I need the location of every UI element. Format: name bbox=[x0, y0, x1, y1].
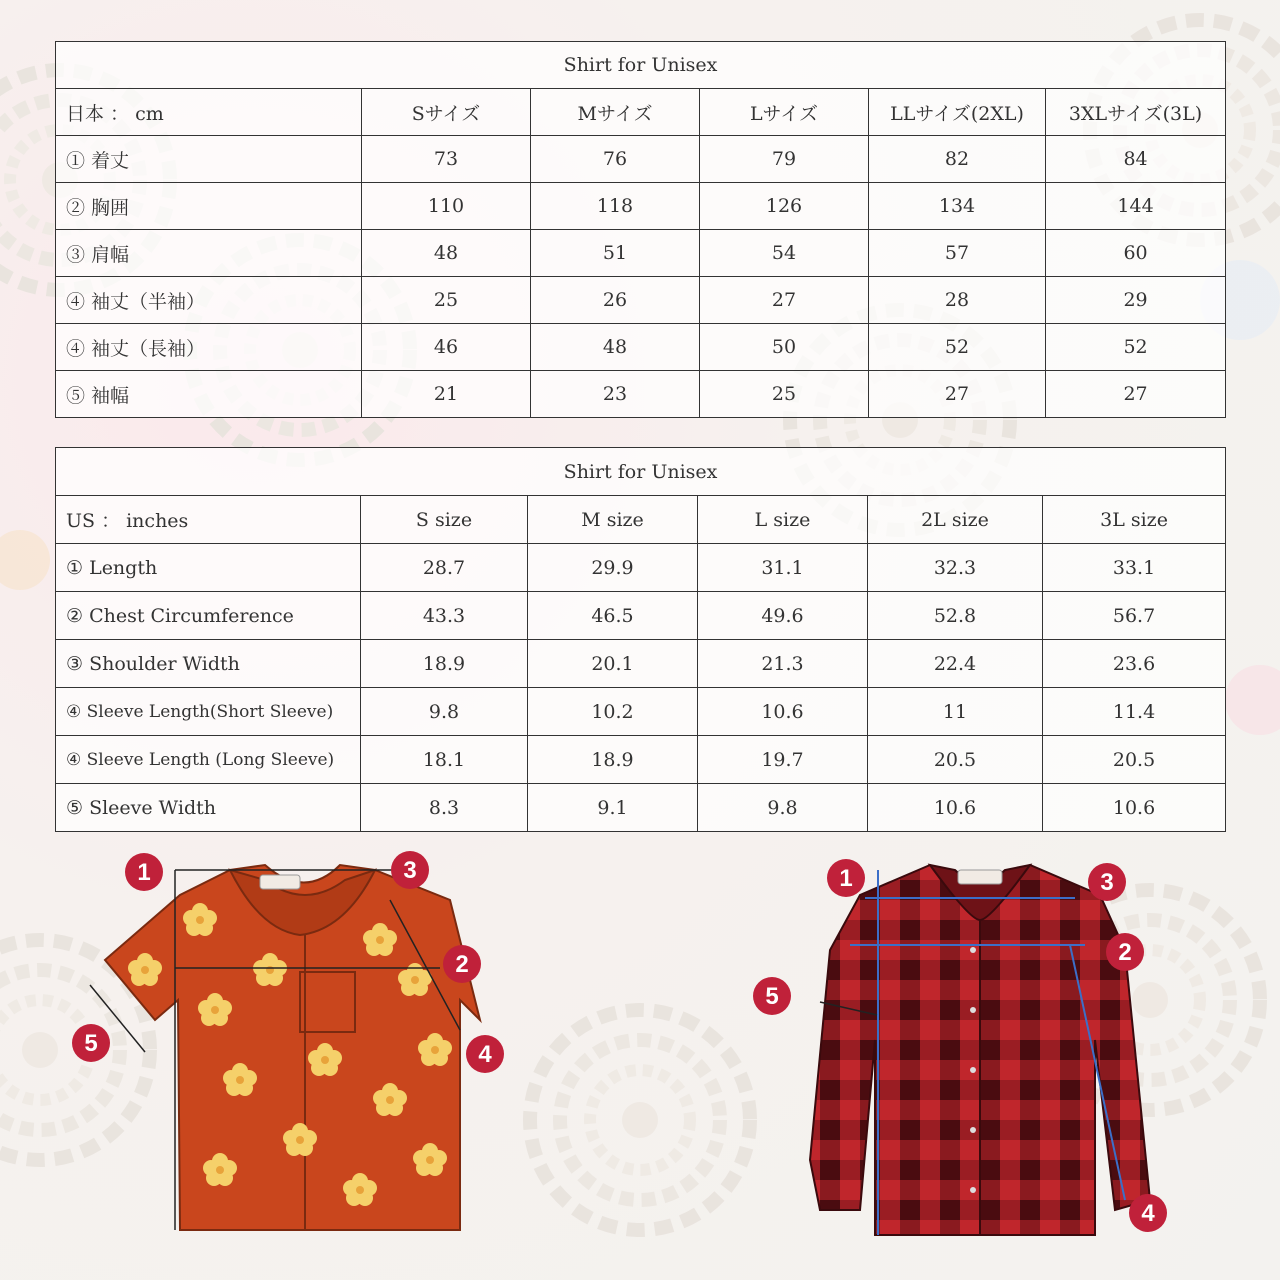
cell: 79 bbox=[700, 136, 869, 183]
marker-4-label: 4 bbox=[478, 1041, 492, 1068]
cell: 110 bbox=[362, 183, 531, 230]
cell: 23 bbox=[531, 371, 700, 418]
row-label: ④ 袖丈（半袖） bbox=[56, 277, 362, 324]
cell: 31.1 bbox=[698, 544, 868, 592]
cell: 144 bbox=[1046, 183, 1226, 230]
cell: 60 bbox=[1046, 230, 1226, 277]
cell: 48 bbox=[362, 230, 531, 277]
cell: 10.6 bbox=[868, 784, 1043, 832]
cell: 84 bbox=[1046, 136, 1226, 183]
marker-5-icon bbox=[72, 1024, 110, 1062]
cell: 33.1 bbox=[1043, 544, 1226, 592]
table-row bbox=[56, 277, 1226, 324]
cell: 10.6 bbox=[1043, 784, 1226, 832]
table-row bbox=[56, 324, 1226, 371]
table-row bbox=[56, 784, 1226, 832]
cell: 21 bbox=[362, 371, 531, 418]
us-title-row bbox=[56, 448, 1226, 496]
cell: 32.3 bbox=[868, 544, 1043, 592]
jp-table-title: Shirt for Unisex bbox=[56, 42, 1226, 89]
row-label: ③ Shoulder Width bbox=[56, 640, 361, 688]
cell: 25 bbox=[362, 277, 531, 324]
marker-4-icon bbox=[1129, 1194, 1167, 1232]
cell: 18.9 bbox=[528, 736, 698, 784]
cell: 26 bbox=[531, 277, 700, 324]
marker-3-icon bbox=[391, 851, 429, 889]
row-label: ⑤ Sleeve Width bbox=[56, 784, 361, 832]
marker-5-label: 5 bbox=[765, 983, 779, 1010]
marker-2-label: 2 bbox=[455, 951, 469, 978]
cell: 29.9 bbox=[528, 544, 698, 592]
cell: 134 bbox=[869, 183, 1046, 230]
cell: 28 bbox=[869, 277, 1046, 324]
jp-col-3xl: 3XLサイズ(3L) bbox=[1046, 89, 1226, 136]
table-row bbox=[56, 688, 1226, 736]
us-col-3l: 3L size bbox=[1043, 496, 1226, 544]
cell: 43.3 bbox=[361, 592, 528, 640]
cell: 20.5 bbox=[1043, 736, 1226, 784]
cell: 76 bbox=[531, 136, 700, 183]
us-col-l: L size bbox=[698, 496, 868, 544]
row-label: ⑤ 袖幅 bbox=[56, 371, 362, 418]
row-label: ① Length bbox=[56, 544, 361, 592]
cell: 50 bbox=[700, 324, 869, 371]
cell: 118 bbox=[531, 183, 700, 230]
table-row bbox=[56, 544, 1226, 592]
cell: 28.7 bbox=[361, 544, 528, 592]
jp-unit-label: 日本 ： cm bbox=[56, 89, 362, 136]
cell: 52 bbox=[1046, 324, 1226, 371]
cell: 20.1 bbox=[528, 640, 698, 688]
cell: 11 bbox=[868, 688, 1043, 736]
marker-2-label: 2 bbox=[1118, 939, 1132, 966]
marker-2-icon bbox=[1106, 933, 1144, 971]
cell: 48 bbox=[531, 324, 700, 371]
jp-col-l: Lサイズ bbox=[700, 89, 869, 136]
row-label: ① 着丈 bbox=[56, 136, 362, 183]
cell: 52 bbox=[869, 324, 1046, 371]
us-size-table bbox=[55, 447, 1226, 832]
us-col-2l: 2L size bbox=[868, 496, 1043, 544]
cell: 9.1 bbox=[528, 784, 698, 832]
cell: 46 bbox=[362, 324, 531, 371]
long-sleeve-shirt-diagram bbox=[740, 840, 1210, 1250]
table-row bbox=[56, 183, 1226, 230]
table-row bbox=[56, 136, 1226, 183]
cell: 25 bbox=[700, 371, 869, 418]
us-col-s: S size bbox=[361, 496, 528, 544]
cell: 8.3 bbox=[361, 784, 528, 832]
cell: 11.4 bbox=[1043, 688, 1226, 736]
row-label: ④ Sleeve Length(Short Sleeve) bbox=[56, 688, 361, 736]
marker-3-label: 3 bbox=[1100, 869, 1114, 896]
short-sleeve-shirt-diagram bbox=[60, 840, 530, 1240]
jp-header-row bbox=[56, 89, 1226, 136]
cell: 10.2 bbox=[528, 688, 698, 736]
us-header-row bbox=[56, 496, 1226, 544]
marker-1-label: 1 bbox=[137, 859, 151, 886]
cell: 126 bbox=[700, 183, 869, 230]
us-col-m: M size bbox=[528, 496, 698, 544]
marker-1-icon bbox=[125, 853, 163, 891]
cell: 9.8 bbox=[361, 688, 528, 736]
cell: 27 bbox=[1046, 371, 1226, 418]
table-row bbox=[56, 371, 1226, 418]
cell: 27 bbox=[700, 277, 869, 324]
marker-5-icon bbox=[753, 977, 791, 1015]
marker-4-label: 4 bbox=[1141, 1200, 1155, 1227]
jp-title-row bbox=[56, 42, 1226, 89]
cell: 21.3 bbox=[698, 640, 868, 688]
marker-1-icon bbox=[827, 859, 865, 897]
cell: 52.8 bbox=[868, 592, 1043, 640]
cell: 51 bbox=[531, 230, 700, 277]
cell: 57 bbox=[869, 230, 1046, 277]
us-unit-label: US ： inches bbox=[56, 496, 361, 544]
jp-col-2xl: LLサイズ(2XL) bbox=[869, 89, 1046, 136]
cell: 10.6 bbox=[698, 688, 868, 736]
row-label: ② 胸囲 bbox=[56, 183, 362, 230]
cell: 9.8 bbox=[698, 784, 868, 832]
marker-3-icon bbox=[1088, 863, 1126, 901]
marker-1-label: 1 bbox=[839, 865, 853, 892]
us-table-title: Shirt for Unisex bbox=[56, 448, 1226, 496]
cell: 46.5 bbox=[528, 592, 698, 640]
marker-5-label: 5 bbox=[84, 1030, 98, 1057]
cell: 56.7 bbox=[1043, 592, 1226, 640]
row-label: ③ 肩幅 bbox=[56, 230, 362, 277]
row-label: ④ Sleeve Length (Long Sleeve) bbox=[56, 736, 361, 784]
table-row bbox=[56, 592, 1226, 640]
table-row bbox=[56, 736, 1226, 784]
table-row bbox=[56, 640, 1226, 688]
row-label: ② Chest Circumference bbox=[56, 592, 361, 640]
cell: 73 bbox=[362, 136, 531, 183]
row-label: ④ 袖丈（長袖） bbox=[56, 324, 362, 371]
marker-2-icon bbox=[443, 945, 481, 983]
marker-4-icon bbox=[466, 1035, 504, 1073]
cell: 29 bbox=[1046, 277, 1226, 324]
cell: 18.1 bbox=[361, 736, 528, 784]
marker-3-label: 3 bbox=[403, 857, 417, 884]
jp-col-s: Sサイズ bbox=[362, 89, 531, 136]
cell: 19.7 bbox=[698, 736, 868, 784]
cell: 27 bbox=[869, 371, 1046, 418]
cell: 20.5 bbox=[868, 736, 1043, 784]
jp-size-table bbox=[55, 41, 1226, 418]
cell: 18.9 bbox=[361, 640, 528, 688]
cell: 49.6 bbox=[698, 592, 868, 640]
table-row bbox=[56, 230, 1226, 277]
cell: 54 bbox=[700, 230, 869, 277]
cell: 22.4 bbox=[868, 640, 1043, 688]
cell: 82 bbox=[869, 136, 1046, 183]
jp-col-m: Mサイズ bbox=[531, 89, 700, 136]
cell: 23.6 bbox=[1043, 640, 1226, 688]
